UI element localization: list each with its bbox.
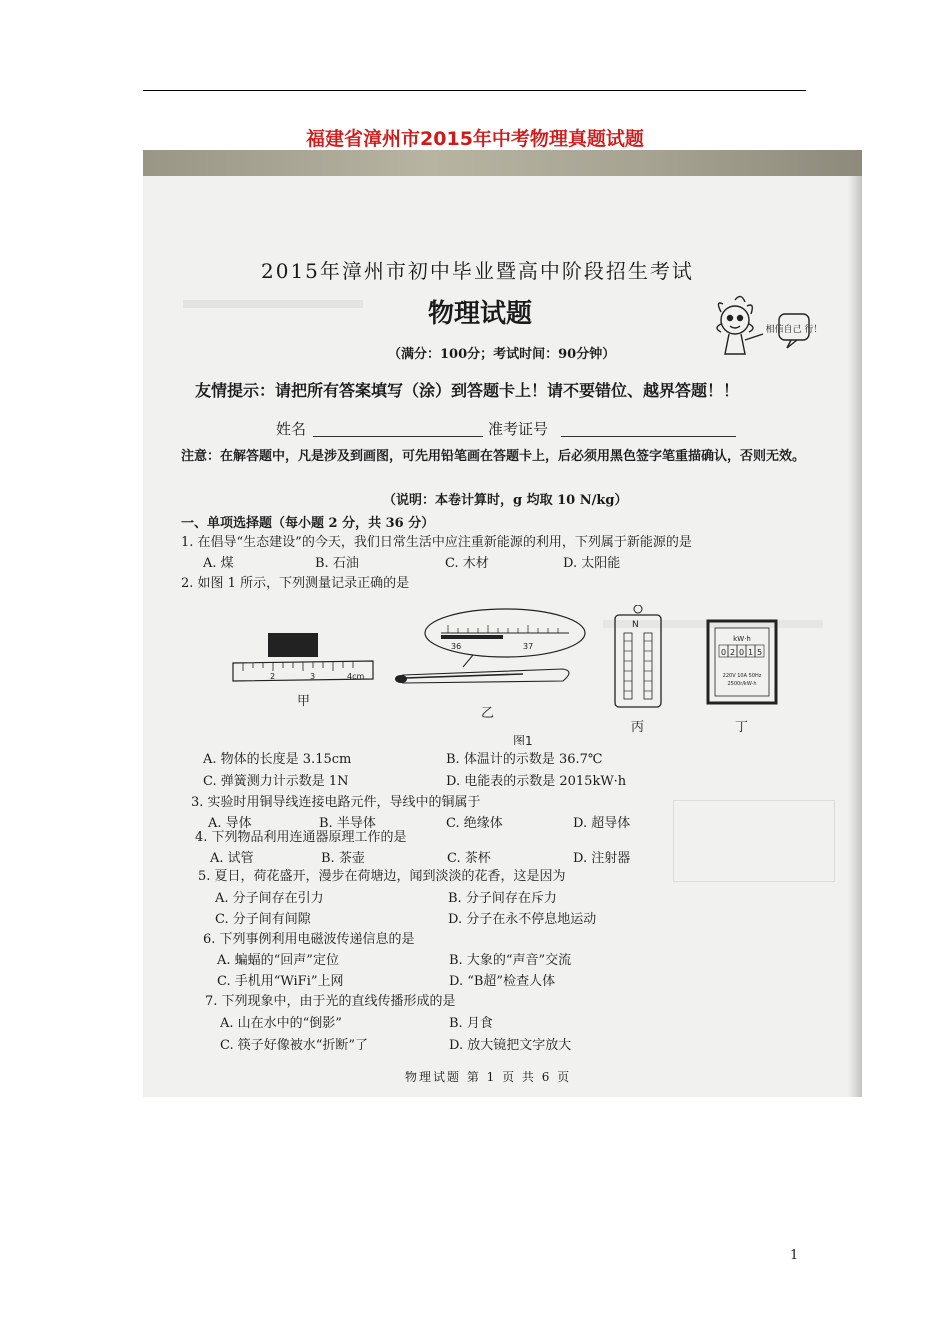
q6-option-b: B. 大象的“声音”交流 [449, 953, 572, 968]
question-1: 1. 在倡导“生态建设”的今天，我们日常生活中应注重新能源的利用，下列属于新能源的是 [181, 535, 692, 550]
q4-option-a: A. 试管 [210, 851, 254, 866]
exam-photo [143, 150, 862, 1097]
q5-option-b: B. 分子间存在斥力 [448, 891, 557, 906]
q5-option-d: D. 分子在永不停息地运动 [448, 912, 597, 927]
meter-digit-5: 5 [757, 648, 763, 657]
exam-note: （说明：本卷计算时，g 均取 10 N/kg） [383, 493, 628, 508]
bleed-through [183, 300, 363, 308]
meter-digit-2: 2 [730, 648, 736, 657]
question-5: 5. 夏日，荷花盛开，漫步在荷塘边，闻到淡淡的花香，这是因为 [198, 869, 566, 884]
q1-option-c: C. 木材 [445, 556, 489, 571]
figure-label-bing: 丙 [631, 720, 645, 735]
meter-unit: kW·h [733, 635, 751, 643]
thermometer-diagram [395, 609, 585, 721]
q4-option-b: B. 茶壶 [321, 851, 365, 866]
q1-option-b: B. 石油 [315, 556, 359, 571]
subject-title: 物理试题 [428, 299, 533, 329]
ruler-tick-2: 2 [270, 672, 276, 681]
exam-title: 2015年漳州市初中毕业暨高中阶段招生考试 [261, 259, 694, 283]
bleed-through [673, 800, 835, 882]
figure-caption: 图1 [513, 734, 533, 745]
ruler-tick-3: 3 [310, 672, 316, 681]
q1-option-d: D. 太阳能 [563, 556, 621, 571]
id-blank [561, 436, 736, 437]
photo-shadow [848, 176, 862, 1097]
exam-meta: （满分：100分；考试时间：90分钟） [388, 347, 616, 362]
q3-option-a: A. 导体 [208, 816, 252, 831]
q4-option-c: C. 茶杯 [447, 851, 491, 866]
question-3: 3. 实验时用铜导线连接电路元件，导线中的铜属于 [191, 795, 481, 810]
q2-option-a: A. 物体的长度是 3.15cm [203, 752, 352, 767]
exam-footer: 物理试题 第 1 页 共 6 页 [405, 1070, 572, 1084]
q1-option-a: A. 煤 [203, 556, 234, 571]
q5-option-c: C. 分子间有间隙 [215, 912, 311, 927]
q3-option-d: D. 超导体 [573, 816, 631, 831]
figure-label-jia: 甲 [297, 694, 311, 709]
energy-meter-diagram [708, 621, 776, 735]
q7-option-c: C. 筷子好像被水“折断”了 [220, 1038, 369, 1053]
question-6: 6. 下列事例利用电磁波传递信息的是 [203, 932, 415, 947]
name-label: 姓名 [276, 420, 307, 438]
exam-tip: 友情提示：请把所有答案填写（涂）到答题卡上！请不要错位、越界答题！！ [195, 381, 740, 400]
spring-scale-unit: N [632, 620, 639, 630]
exam-notice: 注意：在解答题中，凡是涉及到画图，可先用铅笔画在答题卡上，后必须用黑色签字笔重描确认，否则无效。 [181, 449, 806, 464]
q7-option-b: B. 月食 [449, 1016, 493, 1031]
q5-option-a: A. 分子间存在引力 [215, 891, 324, 906]
q2-option-d: D. 电能表的示数是 2015kW·h [446, 774, 627, 789]
meter-spec-1: 220V 10A 50Hz [722, 673, 762, 679]
ruler-diagram [233, 633, 373, 709]
thermometer-tick-36: 36 [451, 642, 462, 651]
question-4: 4. 下列物品利用连通器原理工作的是 [195, 830, 407, 845]
mascot-bubble-text: 相信自己 行！ [765, 325, 823, 335]
q3-option-c: C. 绝缘体 [446, 816, 503, 831]
figure-label-ding: 丁 [735, 720, 749, 735]
question-7: 7. 下列现象中，由于光的直线传播形成的是 [205, 994, 456, 1009]
thermometer-tick-37: 37 [523, 642, 534, 651]
meter-digit-1: 0 [721, 648, 727, 657]
q3-option-b: B. 半导体 [319, 816, 376, 831]
question-2: 2. 如图 1 所示，下列测量记录正确的是 [181, 576, 410, 591]
photo-edge [143, 150, 862, 176]
q7-option-a: A. 山在水中的“倒影” [220, 1016, 342, 1031]
id-label: 准考证号 [488, 420, 549, 438]
spring-scale-diagram [615, 605, 661, 735]
ruler-tick-4cm: 4cm [347, 672, 365, 681]
header-rule [143, 90, 806, 91]
section-heading: 一、单项选择题（每小题 2 分，共 36 分） [181, 516, 435, 531]
document-title: 福建省漳州市2015年中考物理真题试题 [306, 128, 644, 150]
q4-option-d: D. 注射器 [573, 851, 631, 866]
page-number: 1 [790, 1248, 799, 1263]
q7-option-d: D. 放大镜把文字放大 [449, 1038, 572, 1053]
name-blank [313, 436, 483, 437]
q2-option-b: B. 体温计的示数是 36.7℃ [446, 752, 603, 767]
meter-digit-3: 0 [739, 648, 745, 657]
mascot-icon [703, 290, 823, 372]
meter-spec-2: 2500r/kW·h [727, 681, 757, 687]
figure-1 [223, 605, 783, 745]
q2-option-c: C. 弹簧测力计示数是 1N [203, 774, 349, 789]
q6-option-d: D. “B超”检查人体 [449, 974, 556, 989]
meter-digit-4: 1 [748, 648, 754, 657]
q6-option-c: C. 手机用“WiFi”上网 [217, 974, 344, 989]
figure-label-yi: 乙 [481, 706, 495, 721]
q6-option-a: A. 蝙蝠的“回声”定位 [217, 953, 339, 968]
